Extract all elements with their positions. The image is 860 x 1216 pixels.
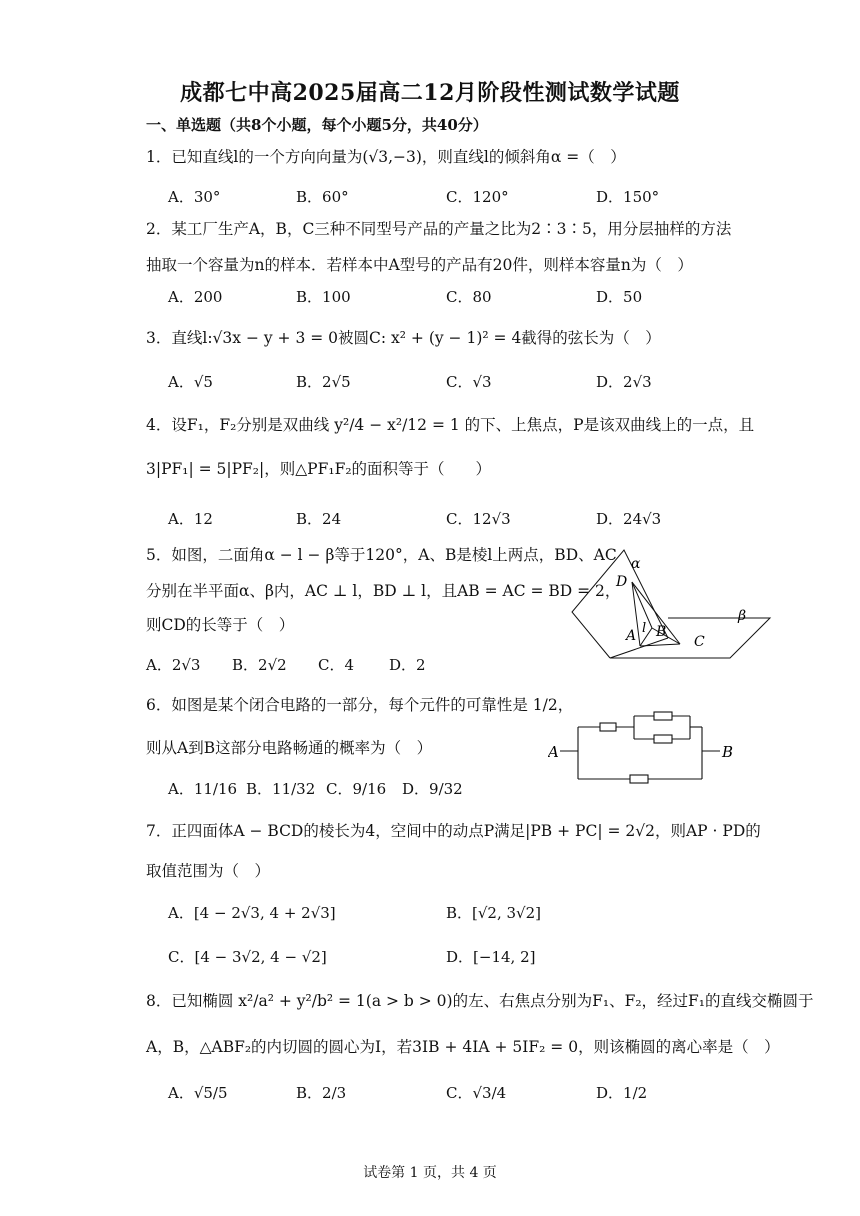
q6-stem-line2: 则从A到B这部分电路畅通的概率为（ ） (146, 739, 433, 757)
q1-option-b: B．60° (296, 188, 349, 206)
q1-option-d: D．150° (596, 188, 660, 206)
q3-stem: 3．直线l:√3x − y + 3 = 0被圆C: x² + (y − 1)² = 4截得的弦长为（ ） (146, 329, 661, 347)
q6-option-a: A．11/16 (168, 780, 238, 798)
q8-option-b: B．2/3 (296, 1084, 347, 1102)
q5-stem-line2: 分别在半平面α、β内，AC ⊥ l，BD ⊥ l，且AB = AC = BD = 2， (146, 582, 621, 600)
label-b: B (656, 624, 667, 640)
q8-stem-line1: 8．已知椭圆 x²/a² + y²/b² = 1(a > b > 0)的左、右焦点分别为F₁、F₂，经过F₁的直线交椭圆于 (146, 992, 814, 1010)
q4-option-b: B．24 (296, 510, 342, 528)
q4-option-a: A．12 (168, 510, 213, 528)
q7-stem-line2: 取值范围为（ ） (146, 862, 271, 880)
q1-option-a: A．30° (168, 188, 221, 206)
q4-stem-line1: 4．设F₁，F₂分别是双曲线 y²/4 − x²/12 = 1 的下、上焦点，P是该双曲线上的一点，且 (146, 416, 755, 434)
q7-stem-line1: 7．正四面体A − BCD的棱长为4，空间中的动点P满足|PB + PC| = 2√2，则AP · PD的 (146, 822, 761, 840)
q7-option-c: C．[4 − 3√2, 4 − √2] (168, 948, 327, 966)
q7-option-a: A．[4 − 2√3, 4 + 2√3] (168, 904, 336, 922)
q3-option-b: B．2√5 (296, 373, 351, 391)
label-c: C (694, 634, 705, 650)
q5-option-d: D．2 (389, 656, 426, 674)
label-node-b: B (722, 743, 734, 761)
q4-stem-line2: 3|PF₁| = 5|PF₂|，则△PF₁F₂的面积等于（ ） (146, 460, 492, 478)
q6-stem-line1: 6．如图是某个闭合电路的一部分，每个元件的可靠性是 1/2， (146, 696, 574, 714)
q3-option-c: C．√3 (446, 373, 492, 391)
label-a: A (626, 628, 637, 644)
q7-option-d: D．[−14, 2] (446, 948, 536, 966)
section-heading: 一、单选题（共8个小题，每个小题5分，共40分） (146, 116, 488, 134)
q5-option-b: B．2√2 (232, 656, 287, 674)
q1-option-c: C．120° (446, 188, 509, 206)
q2-option-a: A．200 (168, 288, 223, 306)
q4-option-c: C．12√3 (446, 510, 511, 528)
q5-option-a: A．2√3 (146, 656, 201, 674)
q5-stem-line1: 5．如图，二面角α − l − β等于120°，A、B是棱l上两点，BD、AC (146, 546, 617, 564)
q3-option-d: D．2√3 (596, 373, 652, 391)
q7-option-b: B．[√2, 3√2] (446, 904, 542, 922)
q3-option-a: A．√5 (168, 373, 213, 391)
q5-option-c: C．4 (318, 656, 355, 674)
q8-option-a: A．√5/5 (168, 1084, 228, 1102)
q6-option-b: B．11/32 (246, 780, 316, 798)
q6-option-d: D．9/32 (402, 780, 463, 798)
q8-stem-line2: A，B，△ABF₂的内切圆的圆心为I，若3IB + 4IA + 5IF₂ = 0，则该椭圆的离心率是（ ） (146, 1038, 780, 1056)
label-l: l (642, 621, 647, 636)
q2-option-c: C．80 (446, 288, 492, 306)
q2-option-b: B．100 (296, 288, 351, 306)
q8-option-d: D．1/2 (596, 1084, 648, 1102)
q8-option-c: C．√3/4 (446, 1084, 507, 1102)
label-beta: β (738, 608, 747, 624)
label-d: D (616, 574, 628, 590)
q1-stem: 1．已知直线l的一个方向向量为(√3,−3)，则直线l的倾斜角α =（ ） (146, 148, 626, 166)
q2-stem-line1: 2．某工厂生产A，B，C三种不同型号产品的产量之比为2∶3∶5，用分层抽样的方法 (146, 220, 732, 238)
page-title: 成都七中高2025届高二12月阶段性测试数学试题 (180, 80, 680, 106)
q4-option-d: D．24√3 (596, 510, 662, 528)
q2-option-d: D．50 (596, 288, 643, 306)
label-alpha: α (631, 556, 641, 572)
q6-option-c: C．9/16 (326, 780, 387, 798)
q2-stem-line2: 抽取一个容量为n的样本．若样本中A型号的产品有20件，则样本容量n为（ ） (146, 256, 693, 274)
page-footer: 试卷第 1 页，共 4 页 (363, 1165, 497, 1181)
circuit-diagram (548, 705, 738, 785)
dihedral-angle-figure (570, 548, 775, 668)
label-node-a: A (548, 743, 559, 761)
q5-stem-line3: 则CD的长等于（ ） (146, 616, 295, 634)
